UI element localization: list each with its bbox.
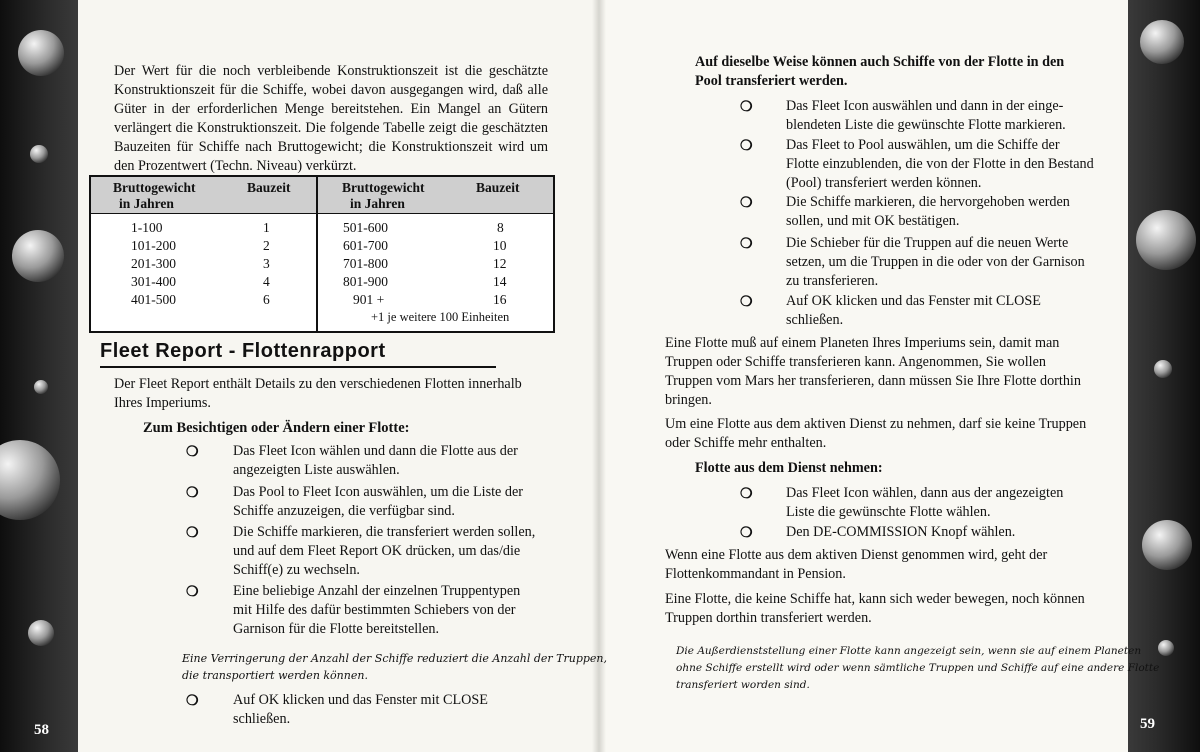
planet-decoration: [12, 230, 64, 282]
bullet-icon: ❍: [740, 295, 753, 310]
bullet-icon: ❍: [186, 526, 199, 541]
table-cell: 801-900: [343, 274, 388, 289]
paragraph: bringen.: [665, 392, 712, 408]
bullet-icon: ❍: [186, 585, 199, 600]
right-heading: Auf dieselbe Weise können auch Schiffe von der Flotte in den: [695, 54, 1065, 70]
table-cell: 601-700: [343, 238, 388, 253]
header-gross-weight: Bruttogewicht: [113, 180, 196, 195]
bullet-text: Flotte einzublenden, die von der Flotte in den Bestand: [786, 156, 1094, 172]
header-gross-weight: Bruttogewicht: [342, 180, 425, 195]
bullet-text: Das Fleet Icon wählen und dann die Flotte aus der: [233, 443, 518, 459]
bullet-text: Garnison für die Flotte bereitstellen.: [233, 621, 440, 637]
left-space-border: [0, 0, 78, 752]
bullet-text: und auf dem Fleet Report OK drücken, um das/die: [233, 543, 521, 559]
bullet-icon: ❍: [740, 139, 753, 154]
table-cell: 6: [263, 292, 270, 307]
table-cell: 401-500: [131, 292, 176, 307]
table-cell: 16: [493, 292, 507, 307]
planet-decoration: [18, 30, 64, 76]
intro-paragraph: Der Wert für die noch verbleibende Konstruktionszeit ist die geschätzte Konstruktionszeit für die Schiffe, wobei davon ausgegangen wird, daß alle Güter in der erforderlichen Menge bereitstehen. Ein Mangel an Gütern verlängert die Konstruktionszeit. Die folgende Tabelle zeigt die geschätzten Bauzeiten für Schiffe nach Bruttogewicht; die Konstruktionszeit wird um den Prozentwert (Techn. Niveau) verkürzt.: [114, 63, 548, 174]
table-footnote: +1 je weitere 100 Einheiten: [371, 310, 510, 324]
table-cell: 101-200: [131, 238, 176, 253]
bullet-text: Das Fleet Icon auswählen und dann in der einge-: [786, 98, 1064, 114]
table-cell: 2: [263, 238, 270, 253]
bullet-text: Schiffe anzuzeigen, die verfügbar sind.: [233, 503, 455, 519]
italic-note: die transportiert werden können.: [182, 669, 368, 682]
paragraph: Flottenkommandant in Pension.: [665, 566, 846, 582]
right-heading: Pool transferiert werden.: [695, 73, 848, 89]
paragraph: Um eine Flotte aus dem aktiven Dienst zu nehmen, darf sie keine Truppen: [665, 416, 1087, 432]
bullet-icon: ❍: [186, 486, 199, 501]
book-gutter: [592, 0, 606, 752]
table-cell: 201-300: [131, 256, 176, 271]
planet-decoration: [1142, 520, 1192, 570]
bullet-text: Auf OK klicken und das Fenster mit CLOSE: [233, 692, 488, 708]
italic-note: ohne Schiffe erstellt wird oder wenn sämtliche Truppen und Schiffe auf eine andere Flotte: [676, 662, 1160, 674]
paragraph: Truppen vom Mars her transferieren, dann müssen Sie Ihre Flotte dorthin: [665, 373, 1081, 389]
bullet-text: (Pool) transferiert werden können.: [786, 175, 982, 191]
header-build-time: Bauzeit: [476, 180, 520, 195]
paragraph: oder Schiffe mehr enthalten.: [665, 435, 827, 451]
bullet-text: Das Fleet to Pool auswählen, um die Schiffe der: [786, 137, 1060, 153]
planet-decoration: [1154, 360, 1172, 378]
table-cell: 1-100: [131, 220, 163, 235]
bullet-text: Die Schieber für die Truppen auf die neuen Werte: [786, 235, 1069, 251]
bullet-text: Die Schiffe markieren, die hervorgehoben werden: [786, 194, 1070, 210]
bullet-text: Schiff(e) zu wechseln.: [233, 562, 360, 578]
bullet-icon: ❍: [186, 445, 199, 460]
italic-note: Die Außerdienststellung einer Flotte kann angezeigt sein, wenn sie auf einem Planeten: [676, 645, 1142, 657]
section-underline: [100, 366, 496, 368]
planet-decoration: [30, 145, 48, 163]
table-cell: 4: [263, 274, 270, 289]
bullet-icon: ❍: [740, 196, 753, 211]
section-title: Fleet Report - Flottenrapport: [100, 340, 386, 362]
planet-decoration: [1136, 210, 1196, 270]
header-build-time: Bauzeit: [247, 180, 291, 195]
bullet-icon: ❍: [186, 694, 199, 709]
page-number: 59: [1140, 716, 1155, 732]
bullet-text: blendeten Liste die gewünschte Flotte markieren.: [786, 117, 1066, 133]
bullet-text: Liste die gewünschte Flotte wählen.: [786, 504, 991, 520]
subheading: Flotte aus dem Dienst nehmen:: [695, 460, 883, 476]
table-divider: [316, 177, 318, 331]
bullet-icon: ❍: [740, 526, 753, 541]
bullet-icon: ❍: [740, 237, 753, 252]
table-cell: 301-400: [131, 274, 176, 289]
table-cell: 1: [263, 220, 270, 235]
bullet-text: schließen.: [233, 711, 291, 727]
section-intro: Der Fleet Report enthält Details zu den verschiedenen Flotten innerhalb Ihres Imperiums.: [114, 376, 522, 411]
table-cell: 8: [497, 220, 504, 235]
italic-note: transferiert worden sind.: [676, 679, 810, 691]
right-space-border: [1128, 0, 1200, 752]
header-in-years: in Jahren: [119, 196, 174, 211]
table-cell: 14: [493, 274, 507, 289]
paragraph: Truppen oder Schiffe transferieren kann. Angenommen, Sie wollen: [665, 354, 1047, 370]
build-time-table: [89, 175, 555, 333]
bullet-text: zu transferieren.: [786, 273, 879, 289]
planet-decoration: [1140, 20, 1184, 64]
paragraph: Eine Flotte muß auf einem Planeten Ihres Imperiums sein, damit man: [665, 335, 1060, 351]
bullet-text: Die Schiffe markieren, die transferiert werden sollen,: [233, 524, 536, 540]
bullet-text: Das Pool to Fleet Icon auswählen, um die Liste der: [233, 484, 523, 500]
bullet-text: sollen, und mit OK bestätigen.: [786, 213, 960, 229]
bullet-text: schließen.: [786, 312, 844, 328]
table-cell: 501-600: [343, 220, 388, 235]
table-cell: 12: [493, 256, 507, 271]
paragraph: Eine Flotte, die keine Schiffe hat, kann sich weder bewegen, noch können: [665, 591, 1085, 607]
bullet-text: Den DE-COMMISSION Knopf wählen.: [786, 524, 1016, 540]
bullet-text: Auf OK klicken und das Fenster mit CLOSE: [786, 293, 1041, 309]
paragraph: Wenn eine Flotte aus dem aktiven Dienst genommen wird, geht der: [665, 547, 1048, 563]
header-in-years: in Jahren: [350, 196, 405, 211]
bullet-text: setzen, um die Truppen in die oder von der Garnison: [786, 254, 1085, 270]
table-cell: 701-800: [343, 256, 388, 271]
italic-note: Eine Verringerung der Anzahl der Schiffe reduziert die Anzahl der Truppen,: [182, 652, 608, 665]
bullet-text: Eine beliebige Anzahl der einzelnen Truppentypen: [233, 583, 521, 599]
subheading: Zum Besichtigen oder Ändern einer Flotte:: [143, 420, 410, 436]
bullet-icon: ❍: [740, 487, 753, 502]
planet-decoration: [28, 620, 54, 646]
page-number: 58: [34, 722, 49, 738]
bullet-text: angezeigten Liste auswählen.: [233, 462, 400, 478]
bullet-icon: ❍: [740, 100, 753, 115]
bullet-text: Das Fleet Icon wählen, dann aus der angezeigten: [786, 485, 1064, 501]
planet-decoration: [34, 380, 48, 394]
table-cell: 10: [493, 238, 507, 253]
table-cell: 901 +: [353, 292, 385, 307]
bullet-text: mit Hilfe des dafür bestimmten Schiebers von der: [233, 602, 516, 618]
table-cell: 3: [263, 256, 270, 271]
planet-decoration: [0, 440, 60, 520]
paragraph: Truppen dorthin transferiert werden.: [665, 610, 872, 626]
planet-decoration: [1158, 640, 1174, 656]
